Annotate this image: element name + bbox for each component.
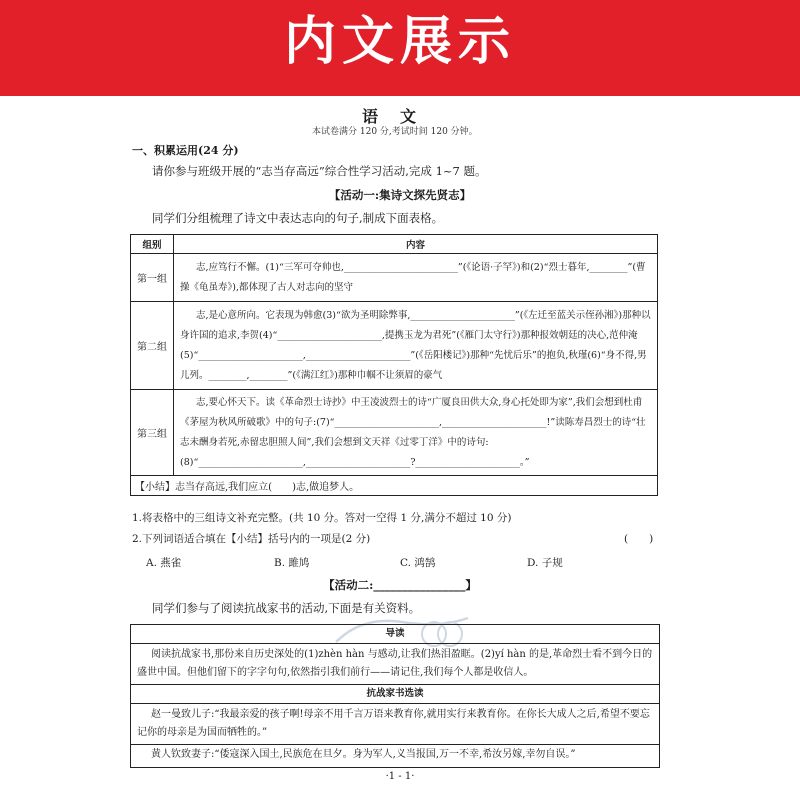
guide-text: 阅读抗战家书,那份来自历史深处的(1)zhèn hàn 与感动,让我们热泪盈眶。(2)yí hàn 的是,革命烈士看不到今日的盛世中国。但他们留下的字字句句,依然指引我们前行——请记住,我们每个人都是收信人。 [137,649,653,678]
activity1-title: 【活动一:集诗文探先贤志】 [328,188,472,202]
group-content: 志,是心意所向。它表现为韩愈(3)“欲为圣明除弊事,______________________”(《左迁至蓝关示侄孙湘》)那种以身许国的追求,李贺(4)“______________________,提携玉龙为君死”(《雁门太守行》)那种报效朝廷的决心,范仲淹(5)“______________________,______________________”(《岳阳楼记》)那种“先忧后乐”的抱负,秋瑾(6)“身不得,男儿列。________,________”(《满江红》)那种巾帼不让须眉的豪气 [174,302,658,390]
letter-row [131,704,659,745]
letters-table [130,624,660,768]
section-title: 一、积累运用(24 分) [132,144,239,157]
question-2: 2.下列词语适合填在【小结】括号内的一项是(2 分) [132,533,371,545]
summary-text: 【小结】志当存高远,我们应立( )志,做追梦人。 [131,476,658,496]
table-row [131,254,658,302]
banner [0,0,800,96]
section-intro: 请你参与班级开展的“志当存高远”综合性学习活动,完成 1~7 题。 [152,164,487,178]
subject-title: 语文 [361,107,438,126]
group-label: 第三组 [131,390,174,476]
banner-title: 内文展示 [283,12,516,72]
option-d: D. 子规 [527,557,563,569]
guide-row [131,644,659,685]
question-1: 1.将表格中的三组诗文补充完整。(共 10 分。答对一空得 1 分,满分不超过 10 分) [132,512,512,524]
letters-header: 抗战家书选读 [131,685,659,704]
header-group: 组别 [131,235,174,254]
guide-header: 导读 [131,625,659,644]
option-c: C. 鸿鹄 [400,557,436,569]
summary-row [131,476,658,496]
page-number: ·1 - 1· [385,771,415,782]
poetry-table [130,234,658,496]
activity1-intro: 同学们分组梳理了诗文中表达志向的句子,制成下面表格。 [152,211,444,225]
table-row [131,390,658,476]
activity2-intro: 同学们参与了阅读抗战家书的活动,下面是有关资料。 [152,601,421,615]
header-content: 内容 [174,235,658,254]
letter-text: 黄人钦致妻子:“倭寇深入国土,民族危在旦夕。身为军人,义当报国,万一不幸,希汝另嫁,幸勿自误。” [151,749,576,760]
group-content: 志,应笃行不懈。(1)“三军可夺帅也,________________________”(《论语·子罕》)和(2)“烈士暮年,________”(曹操《龟虽寿》),都体现了古人对志向的坚守 [174,254,658,302]
group-label: 第二组 [131,302,174,390]
option-a: A. 燕雀 [146,557,182,569]
option-b: B. 雎鸠 [274,557,310,569]
group-label: 第一组 [131,254,174,302]
letter-text: 赵一曼致儿子:“我最亲爱的孩子啊!母亲不用千言万语来教育你,就用实行来教育你。在你长大成人之后,希望不要忘记你的母亲是为国而牺牲的。” [137,709,650,738]
letter-row [131,745,659,766]
question-2-answer-paren: ( ) [624,533,654,545]
activity2-title: 【活动二:________________】 [323,578,477,592]
table-row [131,302,658,390]
table-header-row [131,235,658,254]
group-content: 志,要心怀天下。读《革命烈士诗抄》中王凌波烈士的诗“广厦良田供大众,身心托处即为家”,我们会想到杜甫《茅屋为秋风所破歌》中的句子:(7)“______________________,______________________!”读陈寿昌烈士的诗“壮志未酬身若死,赤留忠胆照人间”,我们会想到文天祥《过零丁洋》中的诗句:(8)“______________________,______________________?______________________。” [174,390,658,476]
exam-note: 本试卷满分 120 分,考试时间 120 分钟。 [312,127,478,137]
